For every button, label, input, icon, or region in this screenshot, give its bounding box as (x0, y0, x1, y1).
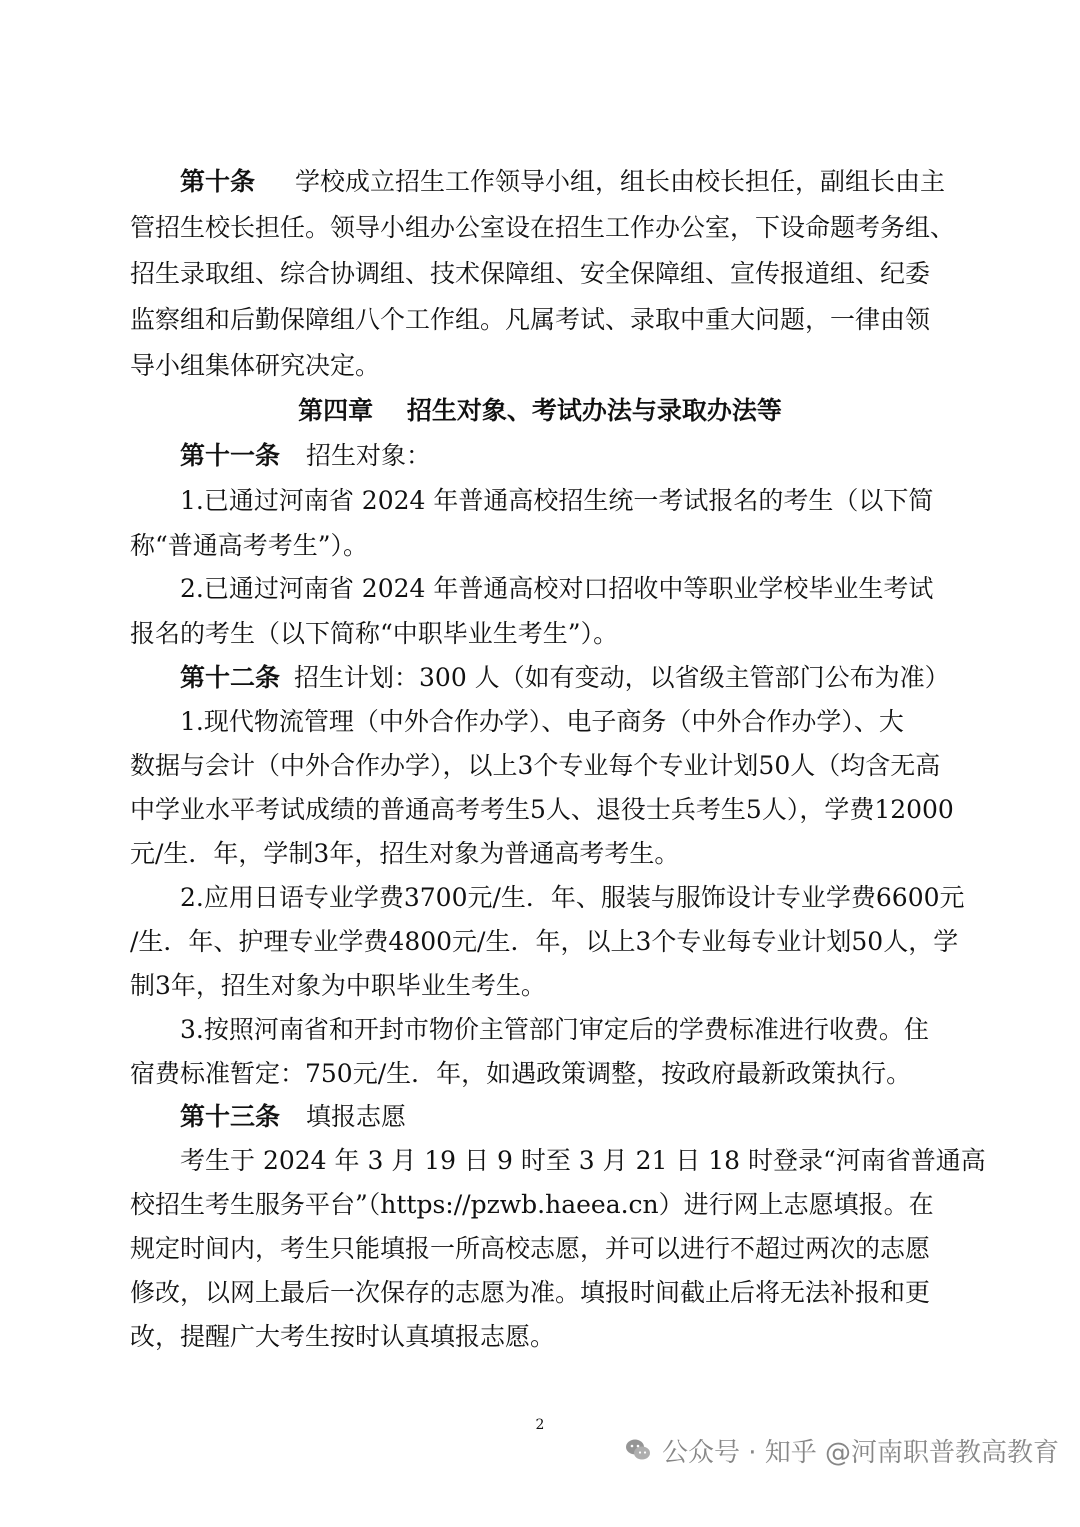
article-13-line-2: 校招生考生服务平台”（https://pzwb.haeea.cn）进行网上志愿填报。在 (130, 1190, 934, 1219)
article-10-line-1 (180, 167, 945, 197)
article-11-p1-line-2: 称“普通高考考生”）。 (130, 531, 369, 560)
article-10-text: 学校成立招生工作领导小组，组长由校长担任，副组长由主 (295, 167, 946, 196)
article-10-heading: 第十条 (180, 167, 256, 196)
article-12-line (180, 663, 950, 693)
article-12-p3-line-2: 宿费标准暂定：750元/生．年，如遇政策调整，按政府最新政策执行。 (130, 1059, 912, 1088)
watermark (624, 1430, 1059, 1470)
article-13-line-3: 规定时间内，考生只能填报一所高校志愿，并可以进行不超过两次的志愿 (130, 1234, 931, 1263)
article-10-line-5: 导小组集体研究决定。 (130, 351, 381, 380)
article-10-line-2: 管招生校长担任。领导小组办公室设在招生工作办公室，下设命题考务组、 (130, 213, 956, 242)
article-11-p2-line-2: 报名的考生（以下简称“中职毕业生考生”）。 (130, 619, 619, 648)
article-12-title: 招生计划：300 人（如有变动，以省级主管部门公布为准） (294, 663, 950, 692)
article-12-p2-line-2: /生．年、护理专业学费4800元/生．年，以上3个专业每专业计划50人，学 (130, 927, 959, 956)
article-13-line-4: 修改，以网上最后一次保存的志愿为准。填报时间截止后将无法补报和更 (130, 1278, 931, 1307)
page-number: 2 (535, 1417, 545, 1433)
article-12-p2-line-3: 制3年，招生对象为中职毕业生考生。 (130, 971, 546, 1000)
article-13-line (180, 1102, 406, 1132)
article-11-title: 招生对象： (306, 441, 432, 470)
article-11-p2-line-1: 2.已通过河南省 2024 年普通高校对口招收中等职业学校毕业生考试 (180, 574, 934, 603)
article-12-p3-line-1: 3.按照河南省和开封市物价主管部门审定后的学费标准进行收费。住 (180, 1015, 929, 1044)
article-11-line (180, 441, 431, 471)
article-11-p1-line-1: 1.已通过河南省 2024 年普通高校招生统一考试报名的考生（以下简 (180, 486, 934, 515)
article-12-p1-line-1: 1.现代物流管理（中外合作办学）、电子商务（中外合作办学）、大 (180, 707, 904, 736)
article-10-line-4: 监察组和后勤保障组八个工作组。凡属考试、录取中重大问题，一律由领 (130, 305, 931, 334)
article-12-p1-line-2: 数据与会计（中外合作办学），以上3个专业每个专业计划50人（均含无高 (130, 751, 941, 780)
article-13-title: 填报志愿 (306, 1102, 407, 1131)
chapter-4-heading: 第四章 招生对象、考试办法与录取办法等 (298, 396, 782, 425)
article-12-p2-line-1: 2.应用日语专业学费3700元/生．年、服装与服饰设计专业学费6600元 (180, 883, 965, 912)
watermark-text: 公众号 · 知乎 @河南职普教高教育 (662, 1437, 1060, 1468)
article-13-line-5: 改，提醒广大考生按时认真填报志愿。 (130, 1322, 556, 1351)
article-12-heading: 第十二条 (180, 663, 281, 692)
wechat-icon (624, 1436, 652, 1464)
article-12-p1-line-4: 元/生．年，学制3年，招生对象为普通高考考生。 (130, 839, 680, 868)
article-13-heading: 第十三条 (180, 1102, 281, 1131)
article-11-heading: 第十一条 (180, 441, 281, 470)
article-13-line-1: 考生于 2024 年 3 月 19 日 9 时至 3 月 21 日 18 时登录“河南省普通高 (180, 1146, 986, 1175)
article-12-p1-line-3: 中学业水平考试成绩的普通高考考生5人、退役士兵考生5人），学费12000 (130, 795, 954, 824)
article-10-line-3: 招生录取组、综合协调组、技术保障组、安全保障组、宣传报道组、纪委 (130, 259, 931, 288)
